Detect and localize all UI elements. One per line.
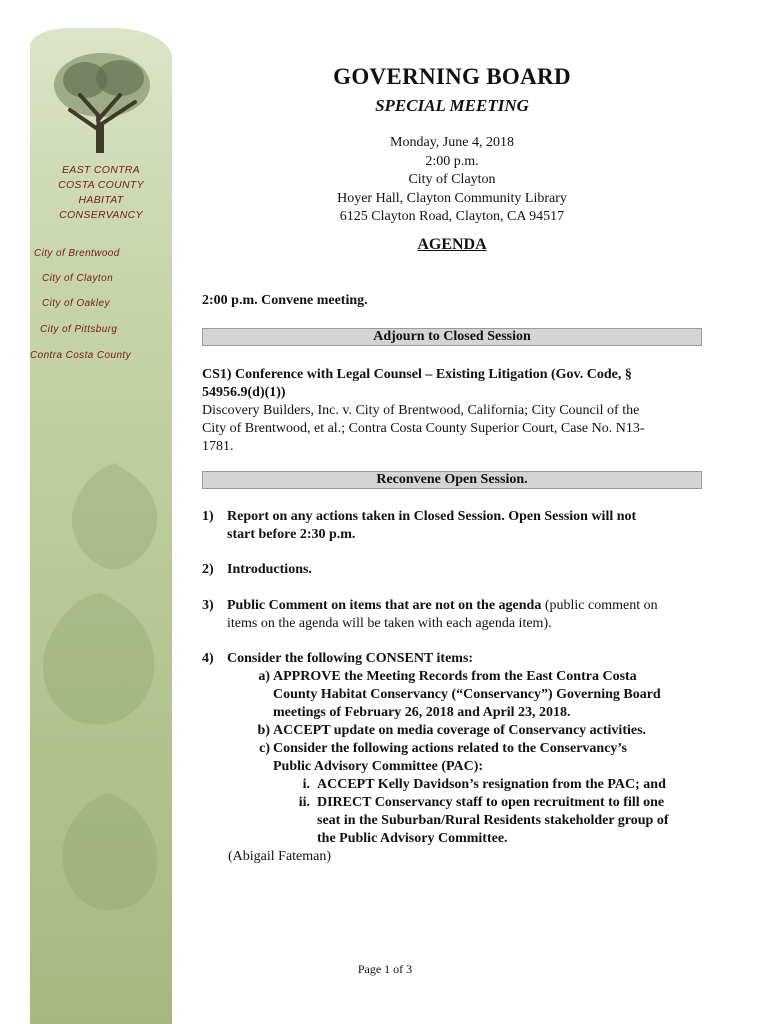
meeting-address: 6125 Clayton Road, Clayton, CA 94517 bbox=[339, 209, 565, 224]
org-name-line: EAST CONTRA bbox=[62, 164, 140, 176]
sidebar-banner bbox=[30, 28, 172, 1024]
member-county: Contra Costa County bbox=[30, 350, 131, 361]
meeting-info bbox=[202, 134, 702, 227]
organization-name bbox=[34, 163, 168, 223]
leaf-decoration-icon bbox=[60, 458, 170, 578]
sub-item-a: meetings of February 26, 2018 and April 23, 2018. bbox=[273, 705, 571, 720]
member-city-clayton: City of Clayton bbox=[42, 273, 114, 284]
cs1-title: 54956.9(d)(1)) bbox=[202, 385, 286, 400]
agenda-item-1: Report on any actions taken in Closed Session. Open Session will not bbox=[227, 509, 637, 524]
agenda-item-3: items on the agenda will be taken with each agenda item). bbox=[227, 616, 552, 631]
item3-bold: Public Comment on items that are not on the agenda bbox=[227, 598, 542, 613]
sub-sub-item-ii: DIRECT Conservancy staff to open recruitment to fill one bbox=[317, 795, 665, 810]
sub-item-c: Consider the following actions related to the Conservancy’s bbox=[273, 741, 627, 756]
sub-sub-item-i: ACCEPT Kelly Davidson’s resignation from the PAC; and bbox=[317, 777, 666, 792]
item3-rest: (public comment on bbox=[541, 598, 658, 613]
org-name-line: HABITAT bbox=[78, 194, 124, 206]
reconvene-bar: Reconvene Open Session. bbox=[202, 471, 702, 489]
agenda-item-1: start before 2:30 p.m. bbox=[227, 527, 356, 542]
cs1-text: 1781. bbox=[202, 439, 234, 454]
meeting-venue: Hoyer Hall, Clayton Community Library bbox=[337, 190, 567, 206]
item-number: 3) bbox=[202, 598, 214, 613]
leaf-decoration-icon bbox=[50, 788, 170, 918]
item-number: 2) bbox=[202, 562, 214, 577]
meeting-time: 2:00 p.m. bbox=[425, 153, 479, 169]
sub-item-label: a) bbox=[258, 669, 270, 684]
tree-logo-icon bbox=[50, 40, 155, 160]
sub-item-label: c) bbox=[259, 741, 270, 756]
sub-sub-item-label: ii. bbox=[298, 795, 310, 810]
page-title: GOVERNING BOARD bbox=[333, 64, 571, 89]
member-city-pittsburg: City of Pittsburg bbox=[40, 324, 118, 335]
member-city-oakley: City of Oakley bbox=[42, 298, 110, 309]
agenda-item-4: Consider the following CONSENT items: bbox=[227, 651, 474, 666]
sub-sub-item-ii: seat in the Suburban/Rural Residents stakeholder group of bbox=[317, 813, 669, 828]
meeting-city: City of Clayton bbox=[408, 172, 496, 187]
sub-sub-item-label: i. bbox=[302, 777, 310, 792]
presenter-name: (Abigail Fateman) bbox=[228, 849, 332, 864]
sub-item-a: County Habitat Conservancy (“Conservancy”) Governing Board bbox=[273, 687, 661, 702]
org-name-line: COSTA COUNTY bbox=[58, 179, 144, 191]
cs1-title: CS1) Conference with Legal Counsel – Existing Litigation (Gov. Code, § bbox=[202, 367, 632, 382]
agenda-heading: AGENDA bbox=[417, 236, 487, 253]
sub-item-c: Public Advisory Committee (PAC): bbox=[273, 759, 484, 774]
agenda-item-2: Introductions. bbox=[227, 562, 312, 577]
convene-line: 2:00 p.m. Convene meeting. bbox=[202, 293, 368, 308]
cs1-text: City of Brentwood, et al.; Contra Costa County Superior Court, Case No. N13- bbox=[202, 421, 645, 436]
agenda-item-3 bbox=[227, 597, 702, 615]
leaf-decoration-icon bbox=[30, 588, 170, 738]
item-number: 1) bbox=[202, 509, 214, 524]
page-number: Page 1 of 3 bbox=[357, 962, 413, 976]
sub-item-b: ACCEPT update on media coverage of Conservancy activities. bbox=[273, 723, 647, 738]
sub-sub-item-ii: the Public Advisory Committee. bbox=[317, 831, 508, 846]
cs1-text: Discovery Builders, Inc. v. City of Brentwood, California; City Council of the bbox=[202, 403, 640, 418]
closed-session-bar: Adjourn to Closed Session bbox=[202, 328, 702, 346]
org-name-line: CONSERVANCY bbox=[59, 209, 143, 221]
member-city-brentwood: City of Brentwood bbox=[34, 248, 120, 259]
item-number: 4) bbox=[202, 651, 214, 666]
sub-item-a: APPROVE the Meeting Records from the East Contra Costa bbox=[273, 669, 637, 684]
meeting-date: Monday, June 4, 2018 bbox=[390, 135, 514, 150]
sub-item-label: b) bbox=[257, 723, 270, 738]
page-subtitle: SPECIAL MEETING bbox=[375, 96, 529, 115]
